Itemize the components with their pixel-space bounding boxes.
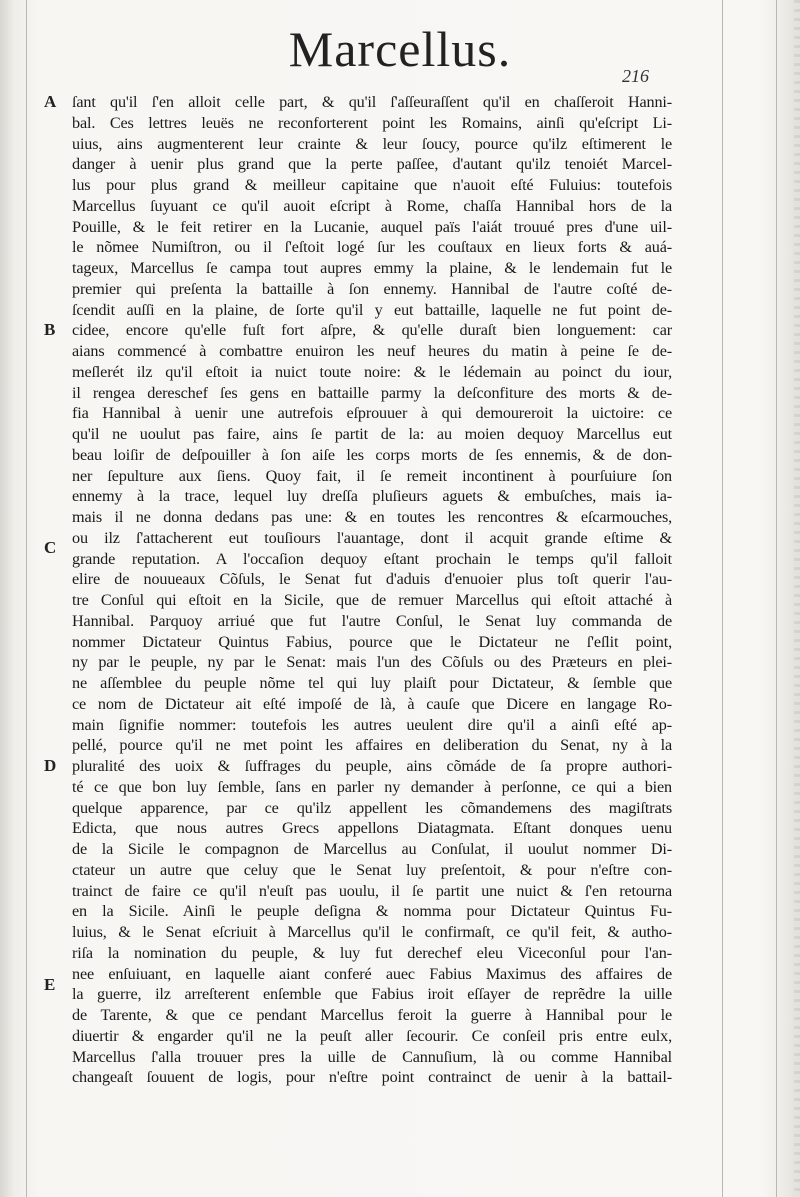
text-line: lus pour plus grand & meilleur capitaine que n'auoit eſté Fuluius: toutefois [72,176,672,194]
page-edge-line-right [776,0,777,1197]
text-line: aians commencé à combattre enuiron les neuf heures du matin à peine ſe de- [72,342,672,360]
text-line: tre Conſul qui eſtoit en la Sicile, que de remuer Marcellus qui eſtoit attaché à [72,591,672,609]
column-rule [722,0,723,1197]
text-line: main ſignifie nommer: toutefois les autres ueulent dire qu'il a ainſi eſté ap- [72,715,672,734]
text-line: Edicta, que nous autres Grecs appellons Diatagmata. Eſtant donques uenu [72,819,672,838]
text-line: ſcendit auſſi en la plaine, de ſorte qu'il y eut battaille, laquelle ne fut point de- [72,300,672,319]
text-line: grande reputation. A l'occaſion dequoy eſtant prochain le temps qu'il falloit [72,549,672,568]
margin-marker-b: B [44,320,56,339]
text-line: ennemy à la trace, lequel luy dreſſa pluſieurs aguets & embuſches, mais ia- [72,487,672,506]
text-line: diuertir & engarder qu'il ne la peuſt aller ſecourir. Ce conſeil pris entre eulx, [72,1026,672,1045]
margin-marker-e: E [44,975,56,994]
text-line: changeaſt ſouuent de logis, pour n'eſtre point contrainct de uenir à la battail- [72,1068,672,1087]
text-line: beau loiſir de deſpouiller à ſon aiſe les corps morts de ſes ennemis, & de don- [72,445,672,464]
text-line: qu'il ne uoulut pas faire, ains ſe partit de la: au moien dequoy Marcellus eut [72,425,672,443]
text-line: de Tarente, & que ce pendant Marcellus feroit la guerre à Hannibal pour le [72,1006,672,1024]
text-line: ce nom de Dictateur ait eſté impoſé de là, à cauſe que Dicere en langage Ro- [72,694,672,713]
text-line: cidee, encore qu'elle fuſt fort aſpre, & qu'elle duraſt bien longuement: car [72,321,672,340]
text-line: nommer Dictateur Quintus Fabius, pource que le Dictateur ne ſ'eſlit point, [72,632,672,651]
text-line: quelque apparence, par ce qu'ilz appellent les cõmandemens des magiſtrats [72,798,672,817]
page-number: 216 [622,66,649,86]
text-line: bal. Ces lettres leuës ne reconforterent point les Romains, ainſi qu'eſcript Li- [72,113,672,132]
text-line: ner ſepulture aux ſiens. Quoy fait, il ſe remeit incontinent à pourſuiure ſon [72,466,672,485]
text-line: ny par le peuple, ny par le Senat: mais l'un des Cõſuls ou des Præteurs en plei- [72,653,672,672]
text-line: fia Hannibal à uenir une autrefois eſprouuer à qui demoureroit la uictoire: ce [72,404,672,423]
text-line: premier qui preſenta la battaille à ſon ennemy. Hannibal de l'autre coſté de- [72,279,672,298]
text-line: trainct de faire ce qu'il n'euſt pas uoulu, il ſe partit une nuict & ſ'en retourna [72,881,672,900]
margin-marker-c: C [44,538,57,557]
text-line: Pouille, & le feit retirer en la Lucanie, auquel païs l'aiát trouué pres d'une uil- [72,217,672,236]
text-line: danger à uenir plus grand que la perte paſſee, d'autant qu'ilz tenoiét Marcel- [72,155,672,174]
text-line: ne aſſemblee du peuple nõme tel qui luy plaiſt pour Dictateur, & ſemble que [72,674,672,692]
text-line: elire de nouueaux Cõſuls, le Senat fut d'aduis d'enuoier plus toſt querir l'au- [72,570,672,589]
text-line: mais il ne donna dedans pas une: & en toutes les rencontres & eſcarmouches, [72,508,672,526]
page-title: Marcellus. [288,21,512,77]
margin-marker-a: A [44,92,57,111]
text-line: Marcellus ſ'alla trouuer pres la uille de Cannuſium, là ou comme Hannibal [72,1047,672,1066]
text-line: le nõmee Numiſtron, ou il ſ'eſtoit logé ſur les couſtaux en lieux forts & auá- [72,238,672,257]
page-edge-shadow [794,0,800,1197]
body-text [72,92,672,1088]
margin-marker-d: D [44,756,57,775]
text-line: ou ilz ſ'attacherent eut touſiours l'auantage, dont il acquit grande eſtime & [72,528,672,547]
text-line: pluralité des uoix & ſuffrages du peuple, ains cõmáde de ſa propre authori- [72,757,672,775]
text-line: nee enſuiuant, en laquelle aiant conferé auec Fabius Maximus des affaires de [72,964,672,983]
text-line: de la Sicile le compagnon de Marcellus au Conſulat, il uoulut nommer Di- [72,840,672,858]
text-line: Hannibal. Parquoy arriué que fut l'autre Conſul, le Senat luy commanda de [72,611,672,630]
text-line: pellé, pource qu'il ne met point les affaires en deliberation du Senat, ny à la [72,736,672,755]
running-header [0,20,800,78]
text-line: luius, & le Senat eſcriuit à Marcellus qu'il le confirmaſt, ce qu'il feit, & autho- [72,923,672,941]
text-line: ctateur un autre que celuy que le Senat luy preſentoit, & pour n'eſtre con- [72,860,672,879]
text-line: Marcellus ſuyuant ce qu'il auoit eſcript à Rome, chaſſa Hannibal hors de la [72,196,672,215]
page-edge-line [26,0,27,1197]
text-line: tageux, Marcellus ſe campa tout aupres emmy la plaine, & le lendemain fut le [72,259,672,277]
text-line: riſa la nomination du peuple, & luy fut derechef eleu Viceconſul pour l'an- [72,943,672,962]
text-line: meſlerét ilz qu'il eſtoit ia nuict toute noire: & le lédemain au poinct du iour, [72,362,672,381]
text-line: il rengea dereschef ſes gens en battaille parmy la deſconfiture des morts & de- [72,383,672,402]
text-line: ſant qu'il ſ'en alloit celle part, & qu'il ſ'aſſeuraſſent qu'il en chaſſeroit Hanni- [72,93,672,111]
text-line: uius, ains augmenterent leur crainte & leur ſoucy, pource qu'ilz eſtimerent le [72,134,672,153]
text-line: en la Sicile. Ainſi le peuple deſigna & nomma pour Dictateur Quintus Fu- [72,902,672,921]
text-line: té ce que bon luy ſemble, ſans en parler ny demander à perſonne, ce qui a bien [72,777,672,796]
text-line: la guerre, ilz arreſterent enſemble que Fabius iroit eſſayer de reprẽdre la uille [72,985,672,1004]
